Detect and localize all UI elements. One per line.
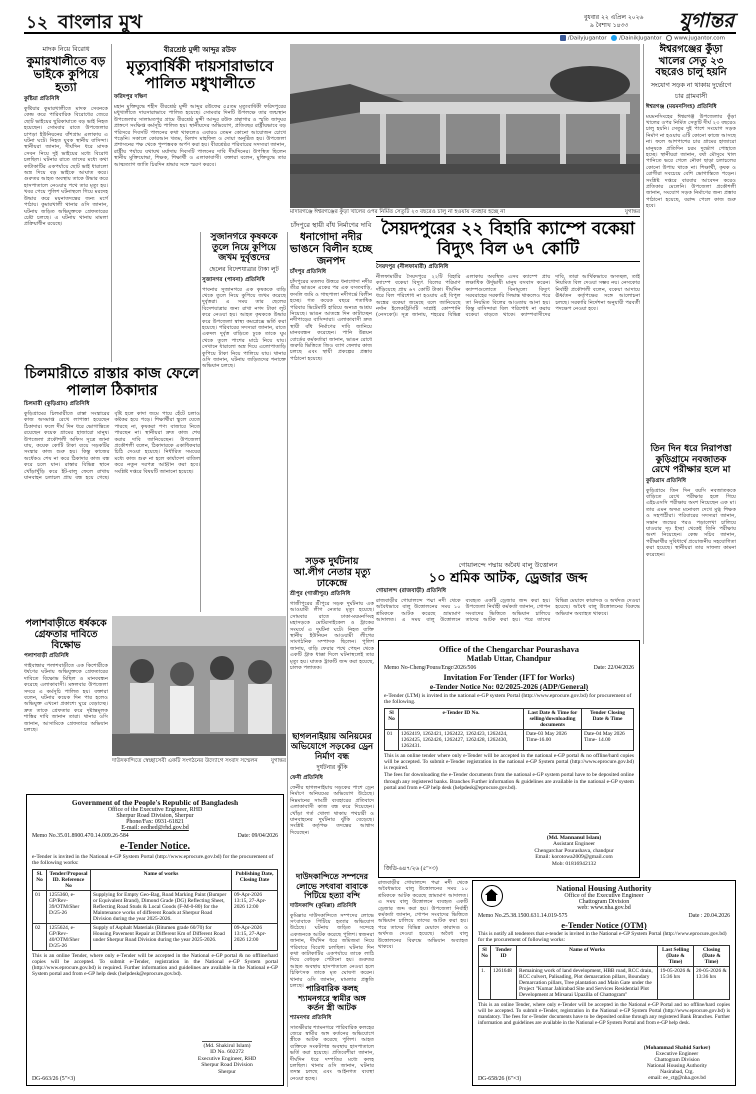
article-body: পাবনার সুজানগরে এক কৃষককে বাড়ি থেকে তুলে নিয়ে কুপিয়ে জখম করেছে দুর্বৃত্তরা। এ সময় তার ছেলের বিদেশযাত্রার জন্য রাখা নগদ টাকা লুট করে নেওয়া হয়। আহত কৃষককে উদ্ধার করে উপজেলা স্বাস্থ্য কমপ্লেক্সে ভর্তি করা হয়েছে। পরিবারের সদস্যরা জানান, রাতে একদল দুর্বৃত্ত বাড়িতে ঢুকে তাকে ঘুম থেকে তুলে পাশের মাঠে নিয়ে যায়। সেখানে ধারালো অস্ত্র দিয়ে এলোপাতাড়ি কুপিয়ে টাকা নিয়ে পালিয়ে যায়। থানার ওসি জানান, ঘটনায় জড়িতদের শনাক্তে অভিযান চলছে। (202, 286, 286, 370)
press-conference-caption: দাউদকান্দিতে স্বেচ্ছাসেবী একটি সংগঠনের উদ্যোগে সংবাদ সম্মেলন যুগান্তর (112, 758, 286, 764)
article-headline: পলাশবাড়ীতে ধর্ষককে গ্রেফতার দাবিতে বিক্ষোভ (25, 618, 107, 651)
tender-ad-chandpur (378, 640, 640, 878)
bridge-illustration (290, 44, 640, 208)
date-line-2: ৯ বৈশাখ ১৪৩৩ (590, 22, 629, 29)
ad-place: Matlab Uttar, Chandpur (466, 654, 552, 663)
table-header-row: Sl No e-Tender ID No. Last Date & Time for selling/downloading documents Tender Closing Date & Time (385, 708, 634, 729)
ad-org: National Housing Authority (556, 884, 652, 893)
article-daudkandi (290, 871, 374, 989)
article-subhead: সংযোগ সড়ক না থাকায় দুর্ভোগে চার গ্রামবাসী (650, 81, 732, 100)
article-body: রাজবাড়ীর গোয়ালন্দে পদ্মা নদী থেকে অবৈধভাবে বালু উত্তোলনের সময় ১০ শ্রমিককে আটক করেছে ভ্রাম্যমাণ আদালত। এ সময় বালু উত্তোলনে ব্যবহৃত একটি ড্রেজার জব্দ করা হয়। উপজেলা নির্বাহী কর্মকর্তা জানান, গোপন সংবাদের ভিত্তিতে অভিযান চালিয়ে তাদের আটক করা হয়। পরে তাদের বিভিন্ন মেয়াদে কারাদণ্ড ও অর্থদণ্ড দেওয়া হয়েছে। অবৈধ বালু উত্তোলনের বিরুদ্ধে অভিযান অব্যাহত থাকবে। (376, 598, 640, 624)
ad-footer-1: This is an online tender where only e-Tender will be accepted in the national e-GP portal & no offline/hard copies will be accepted. To submit e-Tender registration in the national e-GP System portal (http://www.eprocure.gov.bd) is required. (384, 752, 634, 772)
facebook-icon (560, 35, 566, 41)
ad-intro: e-Tender (LTM) is invited in the national e-GP system Portal (http://www.eprocure.gov.bd) for procurement of the following. (384, 693, 632, 706)
table-header: Publishing Date, Closing Date (232, 869, 278, 890)
ad-org: Government of the People's Republic of Bangladesh (71, 798, 239, 807)
page-number: ১২ (26, 13, 49, 33)
article-body: মহান মুক্তিযুদ্ধে শহীদ বীরশ্রেষ্ঠ মুন্সী আব্দুর রউফের ৫৫তম মৃত্যুবার্ষিকী ফরিদপুরের মধুখালীতে দায়সারাভাবে পালিত হয়েছে। সোমবার দিনটি উপলক্ষে তার জন্মস্থান উপজেলার সালামতপুর গ্রামে বীরশ্রেষ্ঠ মুন্সী আব্দুর রউফ গ্রন্থাগার ও স্মৃতি জাদুঘর প্রাঙ্গণে সংক্ষিপ্ত কর্মসূচি পালিত হয়। স্থানীয়দের অভিযোগ, প্রতিবছর রাষ্ট্রীয়ভাবে বড় পরিসরে দিবসটি পালনের কথা থাকলেও এবারও তেমন কোনো আয়োজন চোখে পড়েনি। সকালে কোরআন খতম, মিলাদ মাহফিল ও দোয়া অনুষ্ঠিত হয়। উপজেলা প্রশাসনের পক্ষ থেকে পুষ্পস্তবক অর্পণ করা হয়। বীরশ্রেষ্ঠর পরিবারের সদস্যরা জানান, রাষ্ট্রীয় পর্যায়ে যথাযথ মর্যাদায় দিবসটি পালনের দাবি দীর্ঘদিনের। উপস্থিত ছিলেন স্থানীয় মুক্তিযোদ্ধা, শিক্ষক, শিক্ষার্থী ও এলাকাবাসী। বক্তারা বলেন, মুক্তিযুদ্ধে তার আত্মত্যাগ জাতি চিরদিন শ্রদ্ধার সঙ্গে স্মরণ করবে। (114, 104, 286, 168)
tender-ad-nha (472, 880, 736, 1086)
brand-logo: যুগান্তর (679, 8, 735, 32)
table-header: Name of works (91, 869, 232, 890)
table-header-row (33, 869, 278, 890)
house-icon (482, 886, 501, 905)
article-headline: ধনাগোদা নদীর ভাঙনে বিলীন হচ্ছে জনপদ (290, 231, 372, 267)
article-body: ময়মনসিংহের ঈশ্বরগঞ্জ উপজেলার কুঁড়া খালের ওপর নির্মিত সেতুটি দীর্ঘ ২৩ বছরেও চালু হয়নি। সেতুর দুই পাশে সংযোগ সড়ক নির্মাণ না হওয়ায় এটি কোনো কাজে আসছে না। ফলে আশপাশের চার গ্রামের হাজারো মানুষকে প্রতিদিন চরম দুর্ভোগ পোহাতে হচ্ছে। স্থানীয়রা জানান, বর্ষা মৌসুমে খাল পানিতে ভরে গেলে নৌকা ছাড়া চলাচলের কোনো উপায় থাকে না। শিক্ষার্থী, কৃষক ও রোগীরা সবচেয়ে বেশি ভোগান্তিতে পড়েন। সংশ্লিষ্ট দপ্তরে বারবার আবেদন করেও প্রতিকার মেলেনি। উপজেলা প্রকৌশলী জানান, সংযোগ সড়ক নির্মাণের জন্য প্রস্তাব পাঠানো হয়েছে, বরাদ্দ পেলে কাজ শুরু হবে। (646, 113, 736, 210)
ad-signature: (Mohammad Shahid Sarker) Executive Engineer Chattogram Division National Housing Authority Nasirabad, Ctg. email: ee_ctg@nha.gov.bd (643, 1045, 711, 1081)
article-headline: ঈশ্বরগঞ্জের কুঁড়া খালের সেতু ২৩ বছরেও চালু হয়নি (655, 44, 727, 78)
article-body: গাজীপুরের শ্রীপুরে সড়ক দুর্ঘটনায় এক আওয়ামী লীগ নেতার মৃত্যু হয়েছে। সোমবার রাতে ঢাকা-ময়মনসিংহ মহাসড়কে মোটরসাইকেল ও ট্রাকের সংঘর্ষে এ দুর্ঘটনা ঘটে। নিহত ব্যক্তি স্থানীয় ইউনিয়ন আওয়ামী লীগের সাংগঠনিক সম্পাদক ছিলেন। পুলিশ জানায়, বাড়ি ফেরার পথে পেছন থেকে একটি ট্রাক ধাক্কা দিলে ঘটনাস্থলেই তার মৃত্যু হয়। ঘাতক ট্রাকটি জব্দ করা হয়েছে, চালক পলাতক। (290, 601, 374, 672)
article-byline: চিলমারী (কুড়িগ্রাম) প্রতিনিধি (24, 401, 90, 407)
article-headline: চিলমারীতে রাস্তার কাজ ফেলে পালাল ঠিকাদার (24, 365, 200, 399)
article-accident (290, 556, 374, 731)
article-headline: সুজানগরে কৃষককে তুলে নিয়ে কুপিয়ে জখম দুর্বৃত্তদের (210, 232, 278, 263)
article-byline: শ্রীপুর (গাজীপুর) প্রতিনিধি (290, 591, 351, 597)
ad-memo-date: Date: 09/04/2026 (237, 833, 278, 839)
article-body: সাতক্ষীরার শ্যামনগরে পারিবারিক কলহের জেরে স্বামীর অঙ্গ কর্তনের অভিযোগে স্ত্রীকে আটক করেছে পুলিশ। আহত ব্যক্তিকে সংকটাপন্ন অবস্থায় হাসপাতালে ভর্তি করা হয়েছে। প্রতিবেশীরা জানান, দীর্ঘদিন ধরে দম্পতির মধ্যে কলহ চলছিল। থানার ওসি জানান, ঘটনার তদন্ত চলছে এবং আইনগত ব্যবস্থা নেওয়া হচ্ছে। (290, 1024, 374, 1082)
ad-email[interactable]: E-mail: eedhed@rhd.gov.bd (121, 825, 189, 831)
ad-org: Office of the Chengarchar Pourashava (439, 644, 579, 654)
table-row: 01 1255360, e-GP/Rev-39/OTM/Sher D/25-26 Supplying for Empty Geo-Bag, Road Marking Paint (Bumper or Equivalent Brand), Dimond Grade (DG) Reflecting Sheet, Reflecting Road Studs & Local Goods (F-M-0-80) for the Maintenance works of different Roads at Sherpur Road Division during the year 2025-2026. 09-Apr-2026 13:15, 27-Apr-2026 12:00 (33, 890, 278, 923)
article-headline: ছাগলনাইয়ায় অনিয়মের অভিযোগে সড়কের ড্রেন নির্মাণ বন্ধ (290, 732, 374, 762)
article-byline: চাঁদপুর প্রতিনিধি (290, 269, 327, 275)
ad-footer: This is an online Tender, where only e-Tender will be accepted in the National e-GP portal & no offline/hard copies will be accepted. To submit e-Tender, registration in the National e-GP System portal (http://www.eprocure.gov.bd) is required. Further information and guidelines are available in the National e-GP System portal and from e-GP help desk (helpdesk@eprocure.gov.bd). (32, 952, 278, 978)
article-headline: মৃত্যুবার্ষিকী দায়সারাভাবে পালিত মধুখালীতে (126, 57, 274, 92)
article-byline: দাউদকান্দি (কুমিল্লা) প্রতিনিধি (290, 902, 357, 909)
photo-credit: যুগান্তর (624, 209, 640, 215)
article-headline: ১০ শ্রমিক আটক, ড্রেজার জব্দ (428, 571, 588, 586)
article-sujanagar (202, 232, 286, 417)
article-byline: শ্যামনগর প্রতিনিধি (290, 1014, 332, 1021)
article-goalanda (376, 560, 640, 632)
article-body: রাজবাড়ীর গোয়ালন্দে পদ্মা নদী থেকে অবৈধভাবে বালু উত্তোলনের সময় ১০ শ্রমিককে আটক করেছে ভ্রাম্যমাণ আদালত। এ সময় বালু উত্তোলনে ব্যবহৃত একটি ড্রেজার জব্দ করা হয়। উপজেলা নির্বাহী কর্মকর্তা জানান, গোপন সংবাদের ভিত্তিতে অভিযান চালিয়ে তাদের আটক করা হয়। পরে তাদের বিভিন্ন মেয়াদে কারাদণ্ড ও অর্থদণ্ড দেওয়া হয়েছে। অবৈধ বালু উত্তোলনের বিরুদ্ধে অভিযান অব্যাহত থাকবে। (378, 880, 468, 951)
ad-intro: This is notify all tenderers that e-tender is invited in the National e-GP System Portal (http://www.eprocure.gov.bd) for the procurement of following works: (478, 931, 727, 944)
ad-subtitle: e-Tender Notice No: 02/2025-2026 (ADP/General) (429, 682, 589, 691)
article-headline: কুমারখালীতে বড় ভাইকে কুপিয়ে হত্যা (26, 54, 106, 94)
article-byline: পলাশবাড়ী প্রতিনিধি (24, 653, 69, 659)
ad-dg: DG-663/26 (5"×3) (32, 1076, 76, 1082)
ad-title: e-Tender Notice. (120, 841, 190, 852)
table-row: 1. 1261648 Remaining work of land development, HBB road, RCC drain, RCC culvert, Palisading, Plot demarcation pillars, Boundary Demarcation pillars, Tree plantation and Main Gate under the Project "Kumar Jahirabad Site and Services Residential Plot Development at Mirsarai Upazilla of Chattogram" 19-05-2026 & 15:36 hrs 20-05-2026 & 13:36 hrs (479, 967, 730, 1000)
ad-tender-table (384, 708, 634, 751)
bridge-photo-caption: মাদারগঞ্জে ঈশ্বরগঞ্জের কুঁড়া খালের ওপর নির্মিত সেতুটি ২৩ বছরেও চালু না হওয়ায় ব্যবহার হচ্ছে না যুগান্তর (290, 209, 640, 215)
ad-dg: জিডি-৬৪৭/২৬ (৫"×৩) (384, 866, 438, 872)
table-row: 01 1262419, 1262421, 1262422, 1262423, 1262424, 1262425, 1262426, 1262427, 1262428, 1262430, 1262431. Date-03 May 2026 Time-16.00 Date-04 May 2026 Time- 14.00 (385, 729, 634, 750)
article-headline: সৈয়দপুরের ২২ বিহারি ক্যাম্পে বকেয়া বিদ্যুৎ বিল ৬৭ কোটি (376, 216, 640, 262)
twitter-icon (611, 35, 617, 41)
table-header: Tender/Proposal ID. Reference No (47, 869, 91, 890)
ad-footer: This is an online Tender, where only e-Tender will be accepted in the National e-GP Portal and no offline/hard copies will be accepted. To submit e-Tender, registration in the National e-GP System Portal (http://www.eprocure.gov.bd) is mandatory. The fees for e-Tender documents have to be deposited online through any registered Bank Branches. Further information and guidelines are available in the National e-GP System Portal and from e-GP help desk. (478, 1002, 730, 1027)
signature-mark (549, 826, 599, 834)
article-chandpur (290, 220, 372, 380)
article-family (290, 984, 374, 1084)
social-bar (560, 35, 736, 44)
article-body: কুড়িগ্রামের চিলমারীতে রাস্তা সংস্কারের কাজ অসমাপ্ত রেখে লাপাত্তা হয়েছেন ঠিকাদার। ফলে দীর্ঘ দিন ধরে ভোগান্তিতে রয়েছেন কয়েক গ্রামের হাজারো মানুষ। উপজেলা প্রকৌশলী অফিস সূত্রে জানা যায়, কয়েক কোটি টাকা ব্যয়ে সড়কটির সংস্কার কাজ শুরু হয়। কিন্তু কাজের অর্ধেকও শেষ না করে ঠিকাদার কাজ বন্ধ করে চলে যান। রাস্তার বিভিন্ন স্থানে খোঁড়াখুঁড়ি করে ইট-বালু ফেলে রাখায় যানবাহন চলাচল প্রায় বন্ধ হয়ে গেছে। বৃষ্টি হলে কাদা জমে পায়ে হেঁটে চলাও কষ্টকর হয়ে পড়ে। শিক্ষার্থীরা স্কুলে যেতে পারছে না, কৃষকরা পণ্য বাজারে নিতে পারছেন না। স্থানীয়রা দ্রুত কাজ শেষ করার দাবি জানিয়েছেন। উপজেলা প্রকৌশলী বলেন, ঠিকাদারকে একাধিকবার চিঠি দেওয়া হয়েছে। নির্ধারিত সময়ের মধ্যে কাজ শুরু না হলে কার্যাদেশ বাতিল করে নতুন দরপত্র আহ্বান করা হবে। সংশ্লিষ্ট দপ্তরে বিষয়টি জানানো হয়েছে। (24, 411, 200, 482)
article-kumarkhali (24, 44, 108, 362)
ad-office: Office of the Executive Engineer (564, 893, 644, 899)
article-byline: ঈশ্বরগঞ্জ (ময়মনসিংহ) প্রতিনিধি (646, 103, 717, 110)
article-byline: ফরিদপুর দক্ষিণ (114, 94, 147, 100)
article-byline: সৈয়দপুর (নীলফামারী) প্রতিনিধি (376, 264, 449, 270)
nha-logo (481, 885, 503, 907)
article-byline: ফেনী প্রতিনিধি (290, 775, 323, 781)
article-palashbari (24, 618, 108, 788)
ad-title: Invitation For Tender (IFT for Works) (443, 673, 575, 682)
article-saidpur (376, 216, 640, 556)
signature-mark (202, 1034, 252, 1042)
article-headline: দাউদকান্দিতে সম্পদের লোভে সৎবাবা বাবাকে পিটিয়ে হত্যা বন্দি (296, 871, 368, 900)
article-subhead: ছেলের বিদেশযাত্রার টাকা লুট (209, 265, 279, 273)
ad-signature: (Md. Mannanul Islam) Assistant Engineer Chengarchar Pourashava, chandpur Email: korotowa2009@gmail.com Mob: 01816942132 (519, 826, 629, 867)
article-byline: গোয়ালন্দ (রাজবাড়ী) প্রতিনিধি (376, 588, 447, 594)
ad-memo-date: Date : 20.04.2026 (688, 913, 730, 919)
article-continuation (378, 880, 468, 1086)
masthead (24, 8, 736, 34)
article-byline: কুড়িগ্রাম প্রতিনিধি (646, 477, 687, 484)
section-title: বাংলার মুখ (58, 11, 143, 33)
photo-credit: যুগান্তর (270, 758, 286, 764)
ad-memo: Memo No.25.38.1500.631.14.019-575 (478, 913, 568, 919)
article-ishwarganj (646, 44, 736, 442)
ad-tender-table (32, 869, 278, 951)
article-subhead: দুর্ঘটনার ঝুঁকি (316, 764, 348, 771)
ad-memo: Memo No.35.01.8900.470.14.009.26-584 (32, 833, 129, 839)
ad-intro: e-Tender is invited in the National e-GP System Portal (http://www.eprocure.gov.bd) for the procurement of the following works: (32, 854, 274, 867)
article-kurigram (646, 444, 736, 644)
ad-dg: DG-658/26 (6"×3) (478, 1076, 522, 1082)
article-kicker: চাঁদপুরে স্থায়ী বাঁধ নির্মাণের দাবি (290, 221, 372, 229)
ad-web[interactable]: web: www.nha.gov.bd (577, 905, 631, 911)
article-headline: সড়ক দুর্ঘটনায় আ.লীগ নেতার মৃত্যু ঢাকেন্দ্রে (293, 556, 371, 589)
facebook-handle[interactable]: /Dailyjugantor (567, 35, 607, 42)
ad-office: Office of the Executive Engineer, RHD (107, 807, 203, 813)
ad-tender-table (478, 945, 730, 1000)
ad-division: Sherpur Road Division, Sherpur (116, 813, 194, 819)
ad-title: e-Tender Notice (OTM) (561, 920, 647, 930)
article-body: গাইবান্ধার পলাশবাড়ীতে এক কিশোরীকে ধর্ষণের ঘটনায় অভিযুক্তকে গ্রেফতারের দাবিতে বিক্ষোভ মিছিল ও মানববন্ধন করেছে এলাকাবাসী। মঙ্গলবার উপজেলা সদরে এ কর্মসূচি পালিত হয়। বক্তারা বলেন, ঘটনার কয়েক দিন পার হলেও অভিযুক্ত এখনো প্রকাশ্যে ঘুরে বেড়াচ্ছে। দ্রুত তাকে গ্রেফতার করে দৃষ্টান্তমূলক শাস্তির দাবি জানান তারা। থানার ওসি জানান, আসামিকে গ্রেফতারে অভিযান চলছে। (24, 663, 108, 734)
article-body: ফেনীর ছাগলনাইয়ায় সড়কের পাশে ড্রেন নির্মাণে অনিয়মের অভিযোগ উঠেছে। নিম্নমানের সামগ্রী ব্যবহারের প্রতিবাদে এলাকাবাসী কাজ বন্ধ করে দিয়েছেন। খোঁড়া গর্ত খোলা থাকায় পথচারী ও যানবাহনের দুর্ঘটনার ঝুঁকি বেড়েছে। সংশ্লিষ্ট কর্তৃপক্ষ তদন্তের আশ্বাস দিয়েছেন। (290, 785, 374, 836)
article-body: চাঁদপুরের মতলব উত্তরে ধনাগোদা নদীর তীব্র ভাঙনে একের পর এক বসতবাড়ি, ফসলি জমি ও গাছপালা নদীগর্ভে বিলীন হচ্ছে। গত কয়েক বছরে শতাধিক পরিবার ভিটেমাটি হারিয়ে অন্যত্র আশ্রয় নিয়েছে। ভাঙন আতঙ্কে দিন কাটাচ্ছেন নদীপাড়ের বাসিন্দারা। এলাকাবাসী দ্রুত স্থায়ী বাঁধ নির্মাণের দাবি জানিয়ে মানববন্ধন করেছেন। পানি উন্নয়ন বোর্ডের কর্মকর্তারা জানান, ভাঙন রোধে জরুরি ভিত্তিতে জিও ব্যাগ ফেলার কাজ চলছে এবং স্থায়ী প্রকল্পের প্রস্তাব পাঠানো হয়েছে। (290, 279, 372, 362)
article-byline: সুজানগর (পাবনা) প্রতিনিধি (202, 276, 265, 283)
date-line-1: বুধবার ২২ এপ্রিল ২০২৬ (584, 14, 644, 21)
article-body: কুড়িগ্রামে তিন দিন বয়সি নবজাতককে বাড়িতে রেখে পরীক্ষার হলে গিয়ে এইচএসসি পরীক্ষায় অংশ নিয়েছেন এক মা। তার এমন অদম্য মনোবল দেখে মুগ্ধ শিক্ষক ও সহপাঠীরা। পরিবারের সদস্যরা জানান, সন্তান জন্মের পরও পড়ালেখা চালিয়ে যাওয়ার দৃঢ় ইচ্ছা থেকেই তিনি পরীক্ষায় অংশ নিয়েছেন। কেন্দ্র সচিব জানান, পরীক্ষার্থীর সুবিধার্থে প্রয়োজনীয় সহযোগিতা করা হয়েছে। স্থানীয়রা তার সাফল্য কামনা করেছেন। (646, 487, 736, 558)
article-kicker: মাদক নিয়ে বিরোধ (42, 45, 90, 53)
article-headline: তিন দিন ধরে নিরাপত্তা কুড়িগ্রামে নবজাতক রেখে পরীক্ষার হলে মা (650, 444, 732, 475)
ad-memo: Memo No-Cheng/Poura/Engr/2026/506 (384, 665, 477, 671)
article-madhukhali (114, 44, 286, 232)
article-kicker: বীরশ্রেষ্ঠ মুন্সী আব্দুর রউফ (163, 45, 237, 54)
ad-memo-date: Date: 22/04/2026 (593, 665, 634, 671)
table-header: Sl. No (33, 869, 47, 890)
article-chhagalnaiya (290, 732, 374, 872)
ad-footer-2: The fees for downloading the e-Tender documents from the national e-GP system portal have to be deposited online through any registered banks. Branches Further information & guidelines are available in the national e-GP system portal and from e-GP help desk (helpdesk@eprocure.gov.bd). (384, 772, 634, 791)
table-row: 02 1255624, e-GP/Rev-40/OTM/Sher D/25-26 Supply of Asphalt Materials (Bitumen grade 60/70) for Housing Pavement Repair at Different Km of Different Road under Sherpur Road Division during the year 2025-2026. 09-Apr-2026 13:15, 27-Apr-2026 12:00 (33, 923, 278, 950)
ad-division: Chattogram Division (578, 899, 630, 905)
article-body: নীলফামারীর সৈয়দপুরে ২২টি বিহারি ক্যাম্পে বকেয়া বিদ্যুৎ বিলের পরিমাণ দাঁড়িয়েছে প্রায় ৬৭ কোটি টাকা। দীর্ঘদিন ধরে বিল পরিশোধ না হওয়ায় এই বিপুল অঙ্কের বকেয়া জমেছে বলে জানিয়েছে নর্দান ইলেকট্রিসিটি সাপ্লাই কোম্পানি (নেসকো)। সূত্র জানায়, শহরের বিভিন্ন এলাকায় অবস্থিত এসব ক্যাম্পে প্রায় লক্ষাধিক উর্দুভাষী মানুষ বসবাস করেন। ক্যাম্পগুলোতে বিনামূল্যে বিদ্যুৎ সরবরাহের সরকারি সিদ্ধান্ত থাকলেও পরে তা নিয়মিত বিলের আওতায় আনা হয়। কিন্তু বাসিন্দারা বিল পরিশোধ না করায় বকেয়া বাড়তে থাকে। ক্যাম্পবাসীদের দাবি, তারা আর্থিকভাবে অসচ্ছল, তাই নিয়মিত বিল দেওয়া সম্ভব নয়। নেসকোর নির্বাহী প্রকৌশলী বলেন, বকেয়া আদায়ে ঊর্ধ্বতন কর্তৃপক্ষের সঙ্গে আলোচনা চলছে। সরকারি নির্দেশনা অনুযায়ী পরবর্তী পদক্ষেপ নেওয়া হবে। (376, 274, 640, 319)
article-body: কুষ্টিয়ার কুমারখালীতে মাদক সেবনকে কেন্দ্র করে পারিবারিক বিরোধের জেরে ছোট ভাইয়ের ছুরিকাঘাতে বড় ভাই নিহত হয়েছেন। সোমবার রাতে উপজেলার চাপড়া ইউনিয়নের বাঁশগ্রাম এলাকায় এ ঘটনা ঘটে। নিহত যুবক স্থানীয় বাসিন্দা। স্থানীয়রা জানান, দীর্ঘদিন ধরে মাদক সেবন নিয়ে দুই ভাইয়ের মধ্যে বিরোধ চলছিল। ঘটনার রাতে তাদের মধ্যে কথা কাটাকাটির একপর্যায়ে ছোট ভাই ধারালো অস্ত্র দিয়ে বড় ভাইকে আঘাত করে। গুরুতর আহত অবস্থায় তাকে উদ্ধার করে হাসপাতালে নেওয়ার পথে তার মৃত্যু হয়। খবর পেয়ে পুলিশ ঘটনাস্থলে গিয়ে মরদেহ উদ্ধার করে ময়নাতদন্তের জন্য মর্গে পাঠায়। কুমারখালী থানার ওসি জানান, ঘটনায় জড়িত অভিযুক্তকে গ্রেফতারের চেষ্টা চলছে। এ ঘটনায় থানায় মামলা প্রক্রিয়াধীন রয়েছে। (24, 106, 108, 228)
article-headline: পারিবারিক কলহ শ্যামনগরে স্বামীর অঙ্গ কর্তন স্ত্রী আটক (298, 983, 366, 1012)
press-conference-illustration (112, 616, 286, 756)
tender-ad-rhd (26, 794, 284, 1086)
article-chilmari (24, 365, 200, 615)
ad-phone: Phone/Fax: 0931-61821 (126, 819, 184, 825)
ad-signature: (Md. Shakirul Islam) ID No. 602272 Executive Engineer, RHD Sherpur Road Division Sherpur (177, 1034, 277, 1075)
article-kicker: গোয়ালন্দে পদ্মায় অবৈধ বালু উত্তোলন (458, 561, 558, 569)
twitter-handle[interactable]: /DainikJugantor (619, 35, 662, 42)
bridge-photo (290, 44, 640, 208)
article-body: কুমিল্লার দাউদকান্দিতে সম্পদের লোভে সৎবাবাকে পিটিয়ে হত্যার অভিযোগ উঠেছে। ঘটনায় জড়িত সন্দেহে একজনকে আটক করেছে পুলিশ। স্বজনরা জানান, দীর্ঘদিন ধরে জমিজমা নিয়ে পরিবারে বিরোধ চলছিল। ঘটনার দিন কথা কাটাকাটির একপর্যায়ে তাকে লাঠি দিয়ে বেধড়ক পেটানো হয়। গুরুতর আহত অবস্থায় হাসপাতালে নেওয়া হলে চিকিৎসক তাকে মৃত ঘোষণা করেন। থানার ওসি জানান, মামলার প্রস্তুতি চলছে। (290, 912, 374, 989)
website-link[interactable]: www.jugantor.com (674, 35, 725, 42)
press-conference-photo (112, 616, 286, 756)
table-header-row: Sl No Tender ID Name of Works Last Selling (Date & Time) Closing (Date & Time) (479, 946, 730, 967)
globe-icon (666, 35, 672, 41)
article-byline: কুষ্টিয়া প্রতিনিধি (24, 96, 60, 102)
